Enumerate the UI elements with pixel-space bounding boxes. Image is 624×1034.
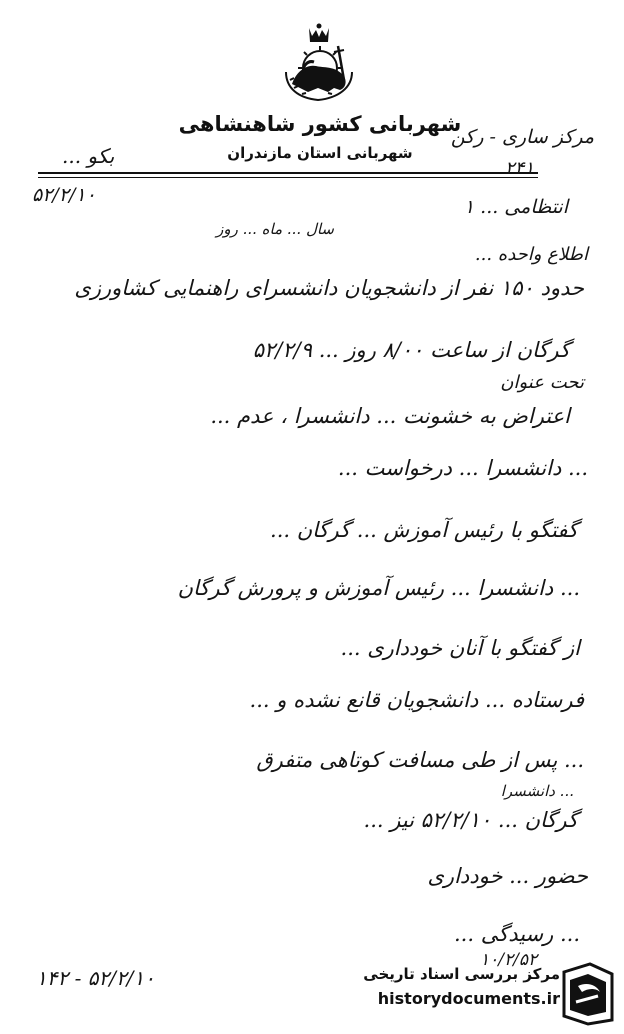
watermark: [310, 965, 560, 1008]
handwritten-line: گرگان از ساعت ۸/۰۰ روز ... ۵۲/۲/۹: [252, 338, 570, 362]
handwritten-reference: مرکز ساری - رکن: [450, 126, 594, 148]
handwritten-line: تحت عنوان: [500, 372, 584, 393]
handwritten-line: حضور ... خودداری: [427, 864, 588, 888]
handwritten-line: ... دانشسرا ... درخواست ...: [337, 456, 588, 480]
handwritten-left-note: بکو ...: [62, 144, 115, 168]
handwritten-line: گرگان ... ۵۲/۲/۱۰ نیز ...: [363, 808, 578, 832]
letterhead-subtitle: شهربانی استان مازندران: [227, 144, 413, 162]
handwritten-left-date: ۵۲/۲/۱۰: [32, 184, 96, 206]
watermark-url: historydocuments.ir: [377, 989, 560, 1008]
crown-lion-emblem-icon: [278, 22, 360, 102]
watermark-title: مرکز بررسی اسناد تاریخی: [363, 965, 560, 983]
handwritten-line: اطلاع واحده ...: [474, 244, 588, 265]
letterhead-title: شهربانی کشور شاهنشاهی: [178, 112, 462, 136]
handwritten-ref-number: ۲۴۱: [504, 158, 534, 179]
handwritten-line: از گفتگو با آنان خودداری ...: [340, 636, 580, 660]
handwritten-date: ۱۰/۲/۵۲: [480, 950, 538, 970]
letterhead-rule: [38, 172, 538, 174]
handwritten-line: ... رسیدگی ...: [454, 922, 580, 946]
handwritten-line: ... دانشسرا ... رئیس آموزش و پرورش گرگان: [177, 576, 580, 600]
letterhead-rule-thin: [38, 177, 538, 178]
handwritten-line: انتظامی ... ۱: [463, 196, 568, 218]
handwritten-line: اعتراض به خشونت ... دانشسرا ، عدم ...: [210, 404, 570, 428]
handwritten-line: گفتگو با رئیس آموزش ... گرگان ...: [270, 518, 578, 542]
handwritten-line: فرستاده ... دانشجویان قانع نشده و ...: [249, 688, 584, 712]
handwritten-line: ... پس از طی مسافت کوتاهی متفرق: [256, 748, 584, 772]
handwritten-line: ... دانشسرا: [500, 782, 574, 800]
handwritten-line: حدود ۱۵۰ نفر از دانشجویان دانشسرای راهنمایی کشاورزی: [74, 276, 584, 300]
archive-book-logo-icon: [560, 962, 616, 1026]
handwritten-line: سال ... ماه ... روز: [216, 220, 334, 238]
handwritten-bottom-number: ۵۲/۲/۱۰ - ۱۴۲: [36, 966, 155, 990]
